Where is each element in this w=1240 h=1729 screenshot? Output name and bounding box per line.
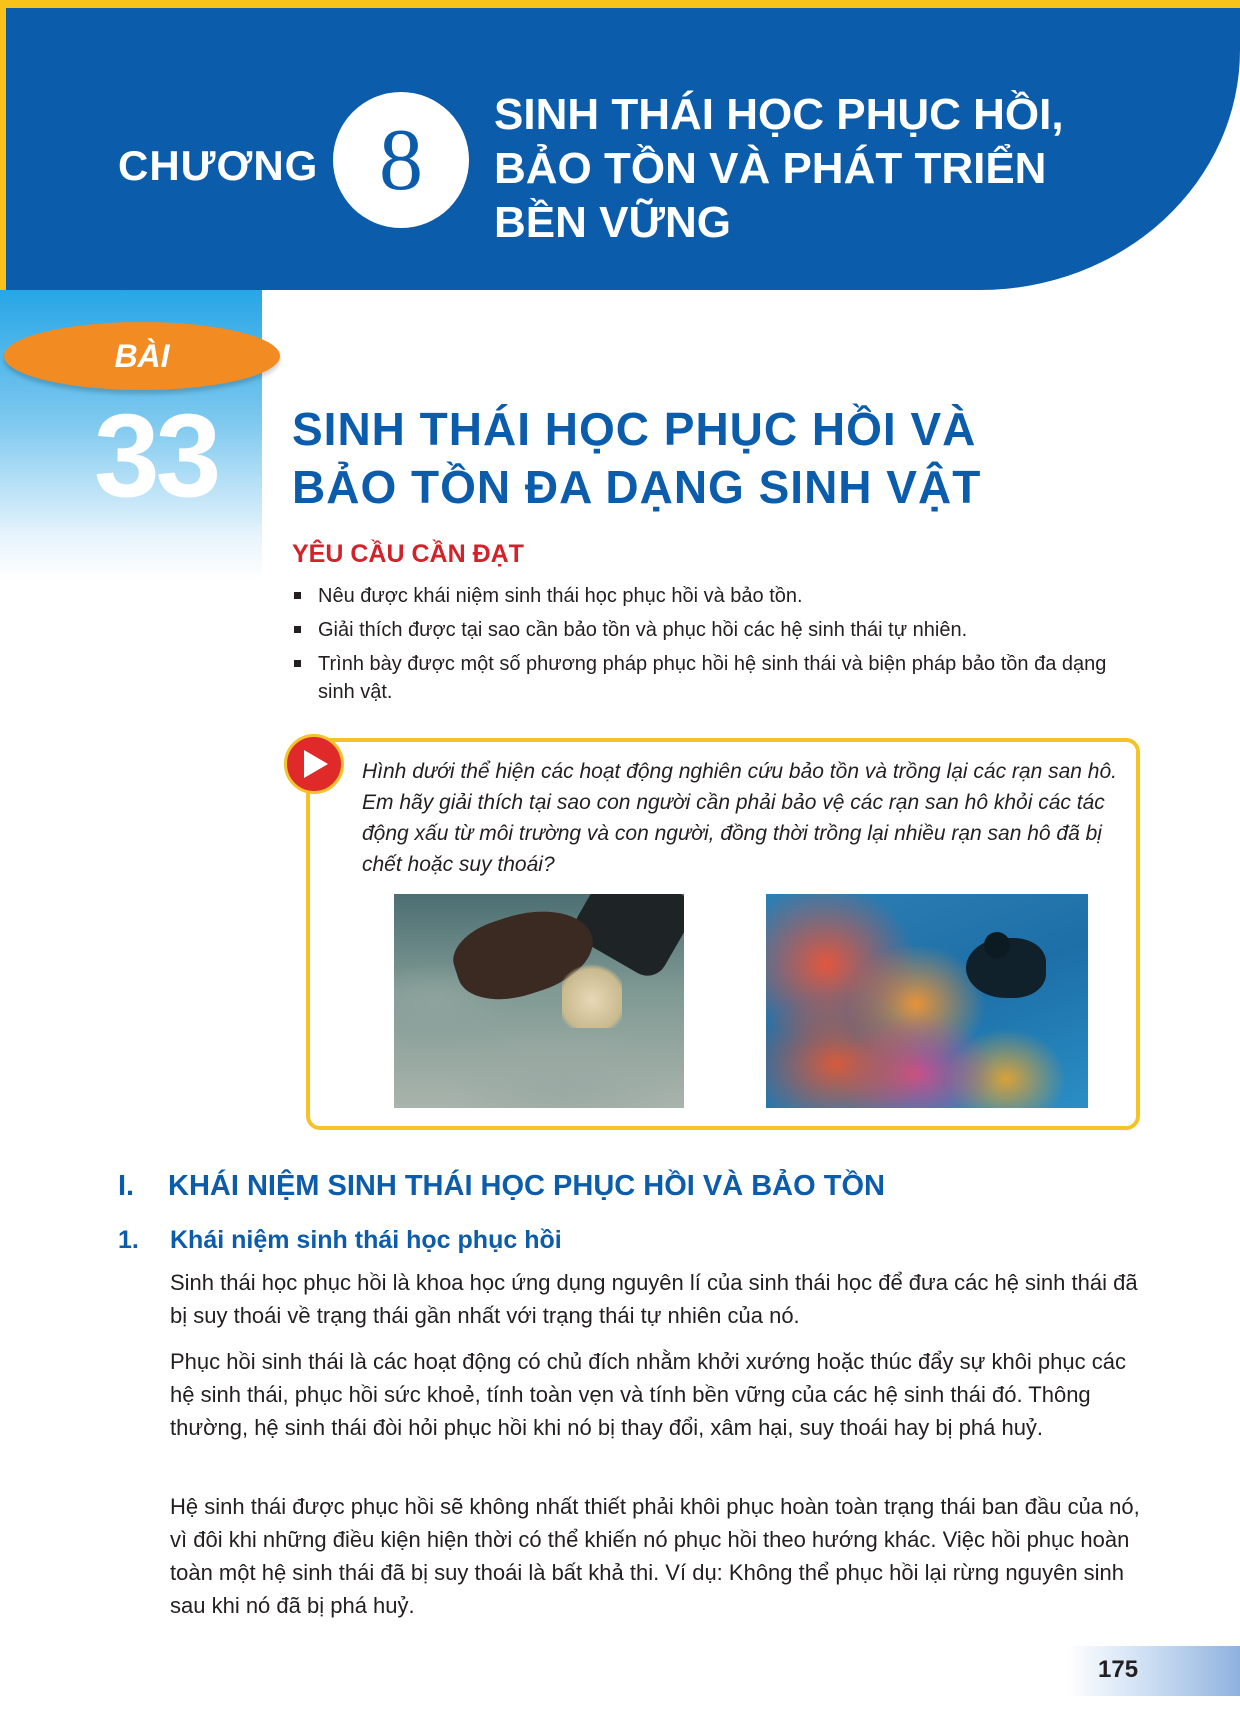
lesson-title-line: SINH THÁI HỌC PHỤC HỒI VÀ [292,403,977,455]
lesson-title-line: BẢO TỒN ĐA DẠNG SINH VẬT [292,461,982,513]
chapter-label: CHƯƠNG [118,142,319,189]
lesson-title [292,400,1192,516]
list-item: Giải thích được tại sao cần bảo tồn và phục hồi các hệ sinh thái tự nhiên. [292,616,1142,644]
play-icon [284,734,344,794]
bullet-icon [294,660,301,667]
body-paragraph: Sinh thái học phục hồi là khoa học ứng dụng nguyên lí của sinh thái học để đưa các hệ sinh thái đã bị suy thoái về trạng thái gần nhất với trạng thái tự nhiên của nó. [170,1270,1138,1328]
chapter-header [0,0,1240,290]
chapter-title-line: BỀN VỮNG [494,198,731,247]
chapter-title [494,88,1134,250]
list-item: Nêu được khái niệm sinh thái học phục hồi và bảo tồn. [292,582,1142,610]
starter-question: Hình dưới thể hiện các hoạt động nghiên cứu bảo tồn và trồng lại các rạn san hô. Em hãy giải thích tại sao con người cần phải bảo vệ các rạn san hô khỏi các tác động xấu từ môi trường và con người, đồng thời trồng lại nhiều rạn san hô đã bị chết hoặc suy thoái? [362,760,1117,876]
body-paragraph: Hệ sinh thái được phục hồi sẽ không nhất thiết phải khôi phục hoàn toàn trạng thái ban đầu của nó, vì đôi khi những điều kiện hiện thời có thể khiến nó phục hồi theo hướng khác. Việc hồi phục hoàn toàn một hệ sinh thái đã bị suy thoái là bất khả thi. Ví dụ: Không thể phục hồi lại rừng nguyên sinh sau khi nó đã bị phá huỷ. [170,1494,1140,1618]
coral-reef-diver-photo [766,894,1088,1108]
bullet-icon [294,592,301,599]
section-number: I. [118,1170,135,1202]
requirements-heading: YÊU CẦU CẦN ĐẠT [292,540,524,568]
chapter-title-line: BẢO TỒN VÀ PHÁT TRIỂN [494,144,1047,193]
page-number-tab [1066,1646,1240,1696]
requirements-list [292,582,1142,712]
subsection-number: 1. [118,1226,139,1254]
subsection-heading [118,1226,562,1255]
list-item: Trình bày được một số phương pháp phục hồi hệ sinh thái và biện pháp bảo tồn đa dạng sinh vật. [292,650,1142,706]
lesson-number: 33 [94,390,218,522]
section-title: KHÁI NIỆM SINH THÁI HỌC PHỤC HỒI VÀ BẢO TỒN [168,1170,885,1202]
section-heading [118,1170,885,1203]
body-paragraph: Phục hồi sinh thái là các hoạt động có chủ đích nhằm khởi xướng hoặc thúc đẩy sự khôi phục các hệ sinh thái, phục hồi sức khoẻ, tính toàn vẹn và tính bền vững của các hệ sinh thái đó. Thông thường, hệ sinh thái đòi hỏi phục hồi khi nó bị thay đổi, xâm hại, suy thoái hay bị phá huỷ. [170,1349,1126,1440]
subsection-title: Khái niệm sinh thái học phục hồi [170,1226,562,1254]
bullet-icon [294,626,301,633]
coral-planting-photo [394,894,684,1108]
page-number: 175 [1098,1656,1139,1683]
chapter-number-badge: 8 [333,92,469,228]
chapter-title-line: SINH THÁI HỌC PHỤC HỒI, [494,90,1064,139]
lesson-label-badge: BÀI [4,322,280,390]
